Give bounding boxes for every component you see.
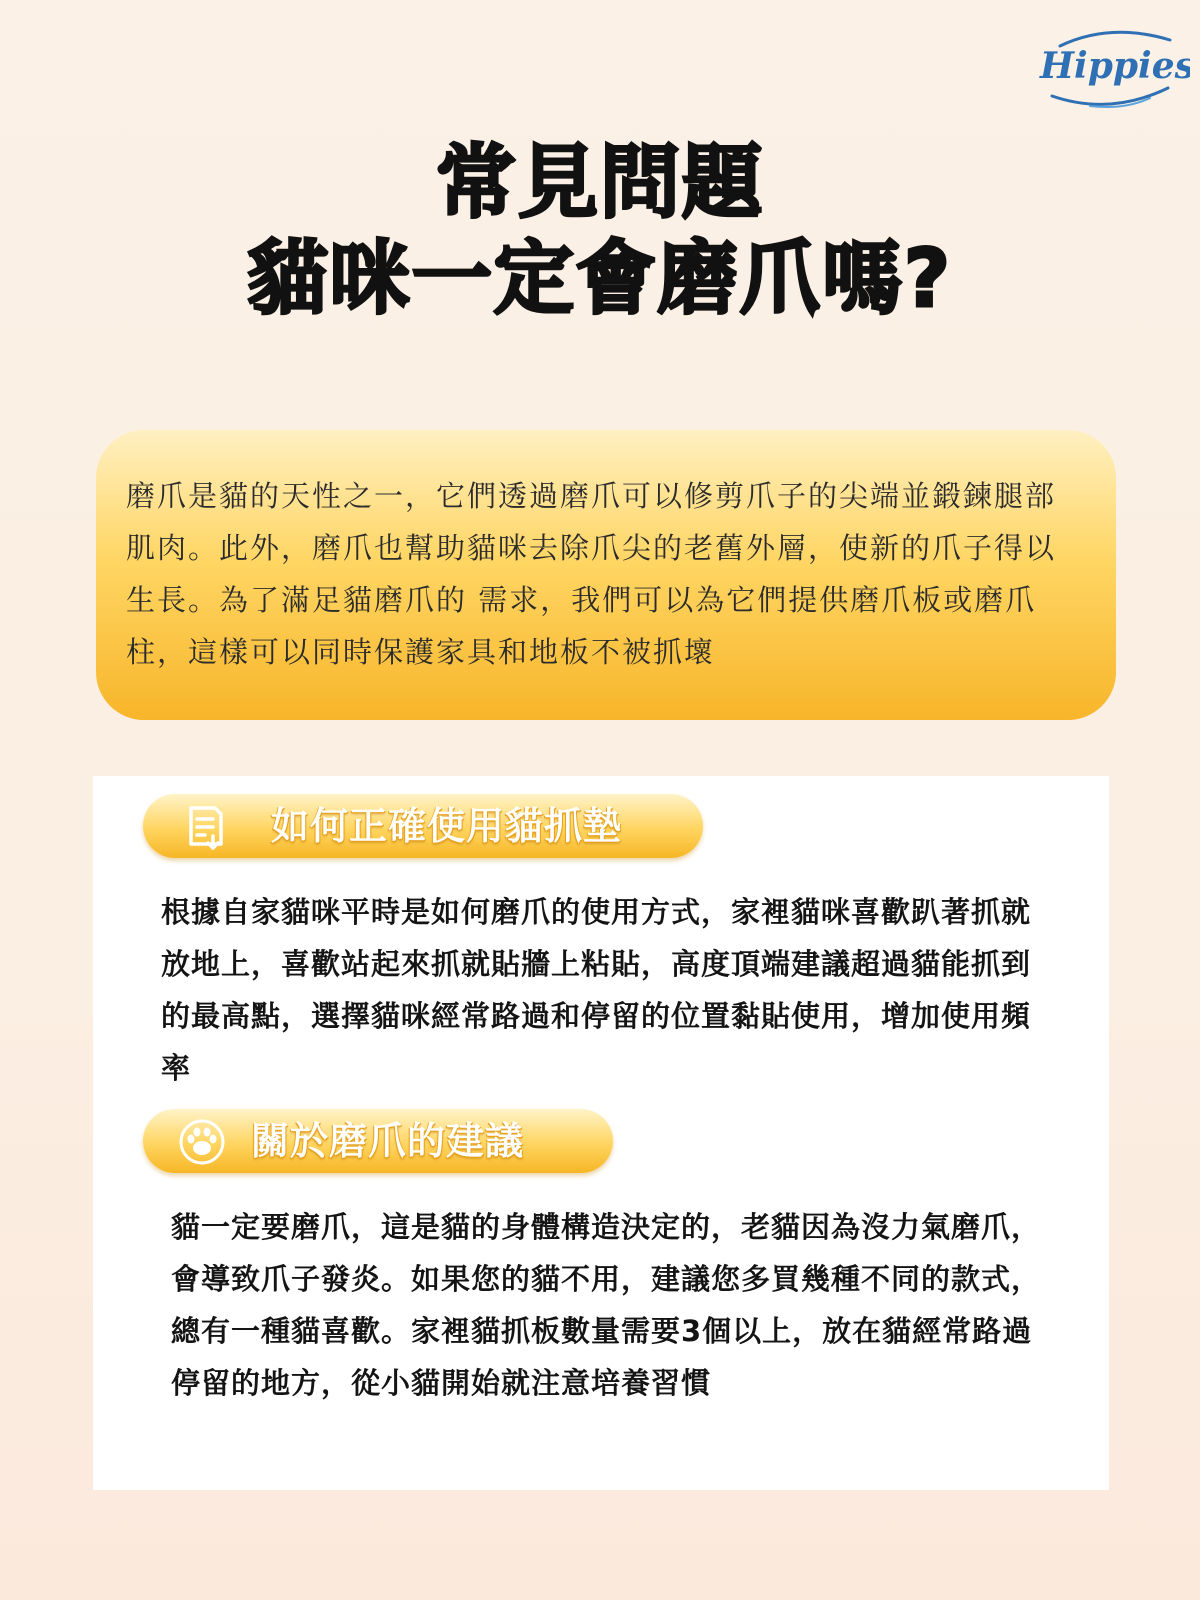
section-header-advice xyxy=(143,1109,613,1173)
section-body: 根據自家貓咪平時是如何磨爪的使用方式，家裡貓咪喜歡趴著抓就放地上，喜歡站起來抓就貼牆上粘貼，高度頂端建議超過貓能抓到的最高點，選擇貓咪經常路過和停留的位置黏貼使用，增加使用頻率 xyxy=(161,895,1032,1085)
content-panel xyxy=(93,776,1109,1490)
section-title: 如何正確使用貓抓墊 xyxy=(271,804,623,848)
section-header-usage xyxy=(143,794,703,858)
paw-icon xyxy=(179,1119,225,1165)
title-line-1: 常見問題 xyxy=(436,136,764,229)
section-body: 貓一定要磨爪，這是貓的身體構造決定的，老貓因為沒力氣磨爪，會導致爪子發炎。如果您的貓不用，建議您多買幾種不同的款式，總有一種貓喜歡。家裡貓抓板數量需要3個以上，放在貓經常路過停留的地方，從小貓開始就注意培養習慣 xyxy=(171,1210,1042,1400)
intro-text: 磨爪是貓的天性之一，它們透過磨爪可以修剪爪子的尖端並鍛鍊腿部肌肉。此外，磨爪也幫助貓咪去除爪尖的老舊外層，使新的爪子得以生長。為了滿足貓磨爪的 需求，我們可以為它們提供磨爪板或磨爪柱，這樣可以同時保護家具和地板不被抓壞 xyxy=(126,479,1057,669)
logo-text: Hippies xyxy=(1040,45,1190,87)
brand-logo xyxy=(1030,18,1190,118)
intro-card xyxy=(96,430,1116,720)
document-icon xyxy=(183,804,229,850)
page-title xyxy=(0,135,1200,327)
section-title: 關於磨爪的建議 xyxy=(251,1119,525,1163)
hippies-logo-icon xyxy=(1030,18,1190,118)
title-line-2: 貓咪一定會磨爪嗎? xyxy=(247,232,953,325)
